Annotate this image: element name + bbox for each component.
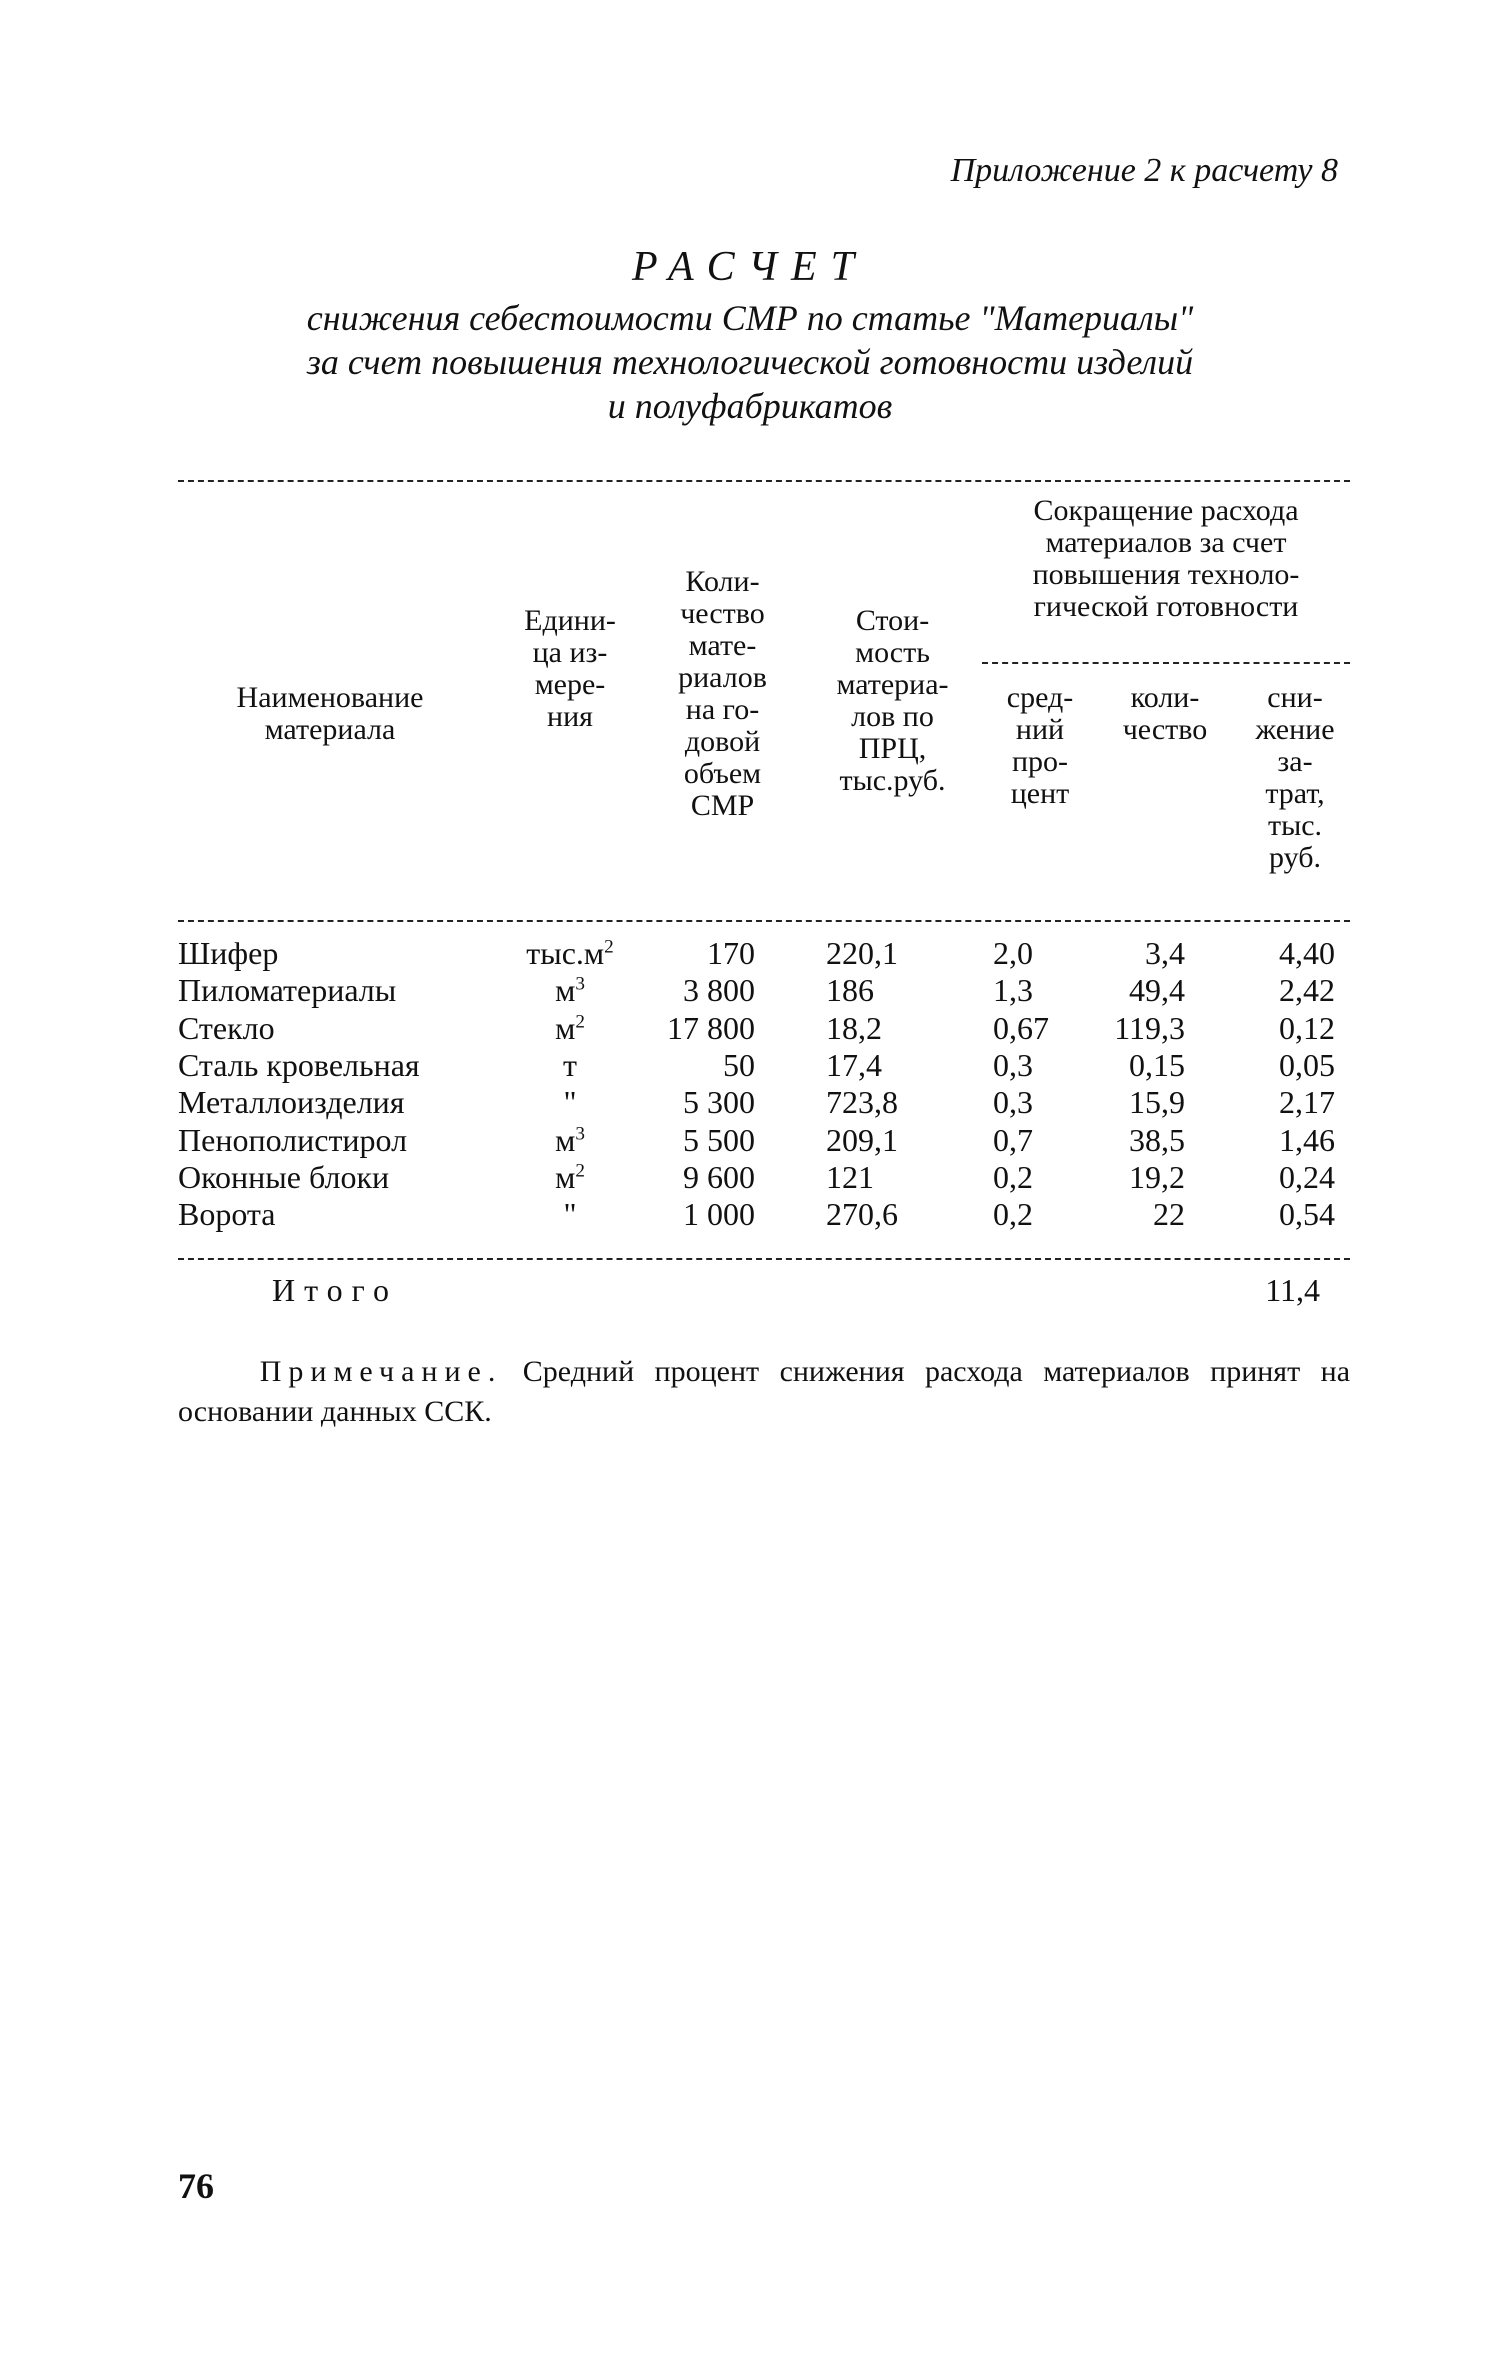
cell-unit	[505, 1010, 635, 1046]
cell-amount: 0,15	[1129, 1046, 1185, 1083]
page-number: 76	[178, 2166, 214, 2206]
title-word: РАСЧЕТ	[632, 244, 868, 290]
cell-quantity: 5 500	[683, 1121, 755, 1158]
unit-exponent: 2	[575, 1160, 585, 1182]
header-average-percent: сред- ний про- цент	[1006, 681, 1074, 810]
total-value: 11,4	[1265, 1272, 1320, 1308]
cell-quantity: 9 600	[683, 1158, 755, 1195]
cell-average-percent: 0,3	[993, 1084, 1033, 1121]
cell-quantity: 170	[707, 935, 755, 971]
cell-average-percent: 1,3	[993, 972, 1033, 1009]
header-cost: Стои- мость материа- лов по ПРЦ, тыс.руб.	[836, 604, 949, 797]
cell-quantity: 50	[723, 1046, 755, 1083]
cell-name: Шифер	[178, 935, 279, 971]
cell-unit	[505, 972, 635, 1008]
table-row	[0, 1196, 1500, 1233]
appendix-reference: Приложение 2 к расчету 8	[950, 152, 1338, 189]
cell-amount: 15,9	[1129, 1084, 1185, 1121]
footnote	[178, 1352, 1350, 1432]
cell-unit	[505, 1047, 635, 1083]
table-row	[0, 972, 1500, 1009]
unit-base: м	[555, 1158, 576, 1195]
header-bottom-rule	[178, 920, 1350, 922]
cell-average-percent: 2,0	[993, 935, 1033, 971]
cell-saving: 0,12	[1279, 1009, 1335, 1046]
cell-cost: 220,1	[826, 935, 898, 971]
cell-unit	[505, 1122, 635, 1158]
cell-average-percent: 0,3	[993, 1046, 1033, 1083]
cell-quantity: 5 300	[683, 1084, 755, 1121]
total-label: Итого	[272, 1272, 398, 1308]
cell-quantity: 3 800	[683, 972, 755, 1009]
cell-average-percent: 0,7	[993, 1121, 1033, 1158]
unit-base: т	[563, 1046, 577, 1083]
table-top-rule	[178, 480, 1350, 482]
cell-saving: 0,24	[1279, 1158, 1335, 1195]
cell-saving: 0,54	[1279, 1196, 1335, 1233]
unit-exponent: 3	[575, 1122, 585, 1144]
table-row	[0, 1047, 1500, 1084]
header-reduction-group: Сокращение расхода материалов за счет повышения техноло- гической готовности	[1032, 494, 1300, 623]
cell-amount: 49,4	[1129, 972, 1185, 1009]
unit-exponent: 3	[575, 973, 585, 995]
cell-cost: 121	[826, 1158, 874, 1195]
document-title	[150, 238, 1350, 428]
cell-quantity: 17 800	[667, 1009, 755, 1046]
header-sub-rule	[982, 662, 1350, 664]
cell-amount: 38,5	[1129, 1121, 1185, 1158]
unit-base: м	[555, 972, 576, 1009]
header-amount: коли- чество	[1122, 681, 1208, 746]
cell-cost: 186	[826, 972, 874, 1009]
cell-saving: 2,42	[1279, 972, 1335, 1009]
cell-unit	[505, 1159, 635, 1195]
table-row	[0, 935, 1500, 972]
header-name: Наименование материала	[236, 681, 424, 746]
cell-name: Пиломатериалы	[178, 972, 397, 1009]
table-row	[0, 1122, 1500, 1159]
cell-saving: 2,17	[1279, 1084, 1335, 1121]
unit-exponent: 2	[575, 1010, 585, 1032]
footnote-text: Средний процент снижения расхода материалов принят на основании данных ССК.	[178, 1355, 1351, 1428]
cell-average-percent: 0,67	[993, 1009, 1049, 1046]
cell-name: Пенополистирол	[178, 1121, 408, 1158]
cell-amount: 3,4	[1145, 935, 1185, 971]
unit-base: м	[555, 1009, 576, 1046]
table-row	[0, 1010, 1500, 1047]
cell-cost: 18,2	[826, 1009, 882, 1046]
cell-cost: 17,4	[826, 1046, 882, 1083]
table-row	[0, 1084, 1500, 1121]
cell-saving: 0,05	[1279, 1046, 1335, 1083]
unit-exponent: 2	[604, 936, 614, 958]
cell-quantity: 1 000	[683, 1196, 755, 1233]
unit-base: тыс.м	[526, 935, 605, 971]
header-cost-reduction: сни- жение за- трат, тыс. руб.	[1255, 681, 1335, 874]
cell-name: Стекло	[178, 1009, 275, 1046]
cell-unit	[505, 1196, 635, 1232]
cell-saving: 1,46	[1279, 1121, 1335, 1158]
cell-unit	[505, 1084, 635, 1120]
cell-cost: 723,8	[826, 1084, 898, 1121]
cell-amount: 119,3	[1114, 1009, 1185, 1046]
table-row	[0, 1159, 1500, 1196]
cell-name: Металлоизделия	[178, 1084, 405, 1121]
table-body-bottom-rule	[178, 1258, 1350, 1260]
cell-name: Сталь кровельная	[178, 1046, 420, 1083]
subtitle-line-2: за счет повышения технологической готовности изделий	[306, 342, 1194, 382]
cell-saving: 4,40	[1279, 935, 1335, 971]
footnote-label: Примечание.	[259, 1355, 503, 1388]
cell-name: Оконные блоки	[178, 1158, 390, 1195]
cell-cost: 209,1	[826, 1121, 898, 1158]
cell-name: Ворота	[178, 1196, 276, 1233]
cell-average-percent: 0,2	[993, 1196, 1033, 1233]
subtitle-line-3: и полуфабрикатов	[607, 386, 893, 426]
header-unit: Едини- ца из- мере- ния	[524, 604, 616, 733]
cell-unit	[505, 935, 635, 971]
subtitle-line-1: снижения себестоимости СМР по статье "Материалы"	[306, 298, 1194, 338]
cell-amount: 22	[1153, 1196, 1185, 1233]
unit-base: м	[555, 1121, 576, 1158]
cell-amount: 19,2	[1129, 1158, 1185, 1195]
cell-cost: 270,6	[826, 1196, 898, 1233]
header-quantity: Коли- чество мате- риалов на го- довой объем СМР	[678, 565, 767, 822]
cell-average-percent: 0,2	[993, 1158, 1033, 1195]
unit-base: "	[563, 1196, 577, 1233]
unit-base: "	[563, 1084, 577, 1121]
